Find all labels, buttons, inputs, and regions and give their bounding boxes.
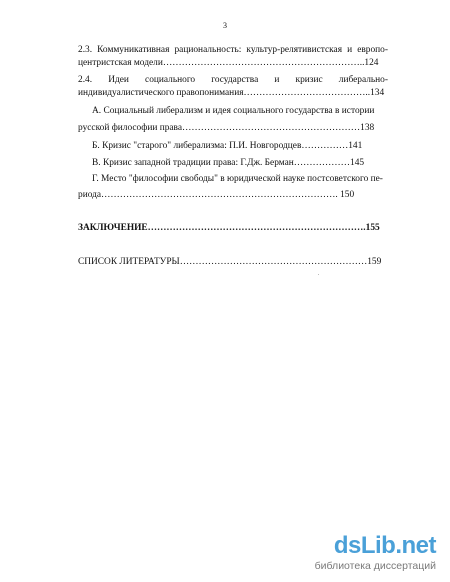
watermark-logo: dsLib.net xyxy=(333,532,436,559)
watermark xyxy=(315,533,436,572)
toc-entry-g-line2: риода…………………………………………………………………. 150 xyxy=(78,190,355,200)
toc-entry-a-line1: А. Социальный либерализм и идея социального государства в истории xyxy=(92,106,375,116)
toc-entry-2-4-line2: индивидуалистического правопонимания…………………………………..134 xyxy=(78,88,385,98)
page-number: 3 xyxy=(223,21,227,30)
toc-entry-2-3-line2: центристская модели………………………………………………………..124 xyxy=(78,58,379,68)
scan-speck xyxy=(318,274,319,275)
toc-entry-g-line1: Г. Место "философии свободы" в юридической науке постсоветского пе- xyxy=(92,174,383,184)
toc-entry-2-3-line1: 2.3. Коммуникативная рациональность: культур-релятивистская и европо- xyxy=(78,45,388,55)
toc-entry-2-4-line1: 2.4. Идеи социального государства и кризис либерально- xyxy=(78,75,388,85)
toc-entry-v: В. Кризис западной традиции права: Г.Дж. Берман………………145 xyxy=(92,158,365,168)
toc-entry-a-line2: русской философии права…………………………………………………138 xyxy=(78,123,375,133)
toc-entry-literature: СПИСОК ЛИТЕРАТУРЫ……………………………………………………159 xyxy=(78,257,382,267)
watermark-subtitle: библиотека диссертаций xyxy=(314,560,436,572)
toc-entry-b: Б. Кризис "старого" либерализма: П.И. Новгородцев……………141 xyxy=(92,141,363,151)
toc-entry-conclusion: ЗАКЛЮЧЕНИЕ…………………………………………………………….155 xyxy=(78,223,380,233)
